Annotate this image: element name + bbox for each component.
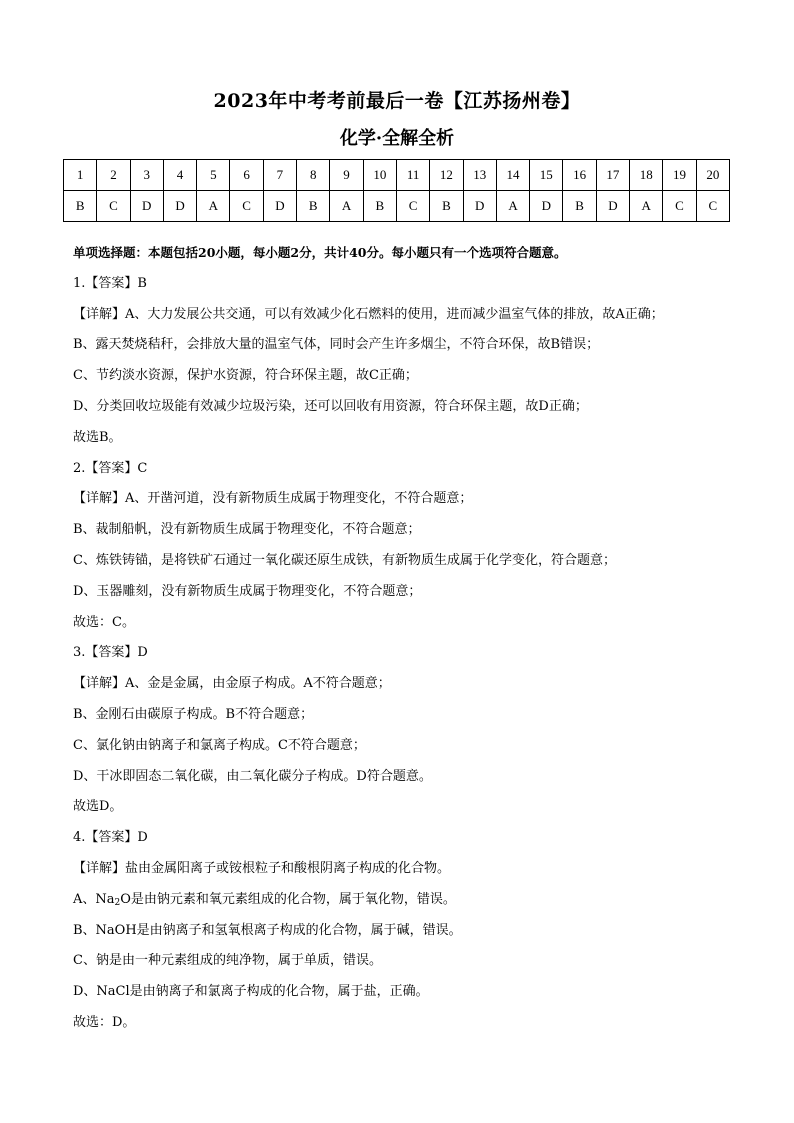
answer-cell: D xyxy=(263,191,296,222)
question-number-cell: 5 xyxy=(197,160,230,191)
q3-conclusion: 故选D。 xyxy=(73,799,123,815)
page-subtitle: 化学·全解全析 xyxy=(339,128,455,149)
answer-cell: C xyxy=(396,191,429,222)
question-number-cell: 12 xyxy=(430,160,463,191)
answer-cell: D xyxy=(596,191,629,222)
q2-option-b: B、裁制船帆，没有新物质生成属于物理变化，不符合题意； xyxy=(73,522,421,538)
question-number-cell: 3 xyxy=(130,160,163,191)
q2-option-d: D、玉器雕刻，没有新物质生成属于物理变化，不符合题意； xyxy=(73,583,422,599)
answer-cell: B xyxy=(64,191,97,222)
q4-option-b: B、NaOH是由钠离子和氢氧根离子构成的化合物，属于碱，错误。 xyxy=(73,922,462,938)
question-number-cell: 14 xyxy=(496,160,529,191)
q4-detail: 【详解】盐由金属阳离子或铵根粒子和酸根阴离子构成的化合物。 xyxy=(73,860,451,876)
question-number-cell: 13 xyxy=(463,160,496,191)
q4-option-c: C、钠是由一种元素组成的纯净物，属于单质，错误。 xyxy=(73,953,382,969)
answer-cell: B xyxy=(297,191,330,222)
q4-option-a-subscript: 2 xyxy=(114,897,121,908)
answer-cell: B xyxy=(363,191,396,222)
page-title: 2023年中考考前最后一卷【江苏扬州卷】 xyxy=(213,90,581,112)
answer-table xyxy=(63,159,730,222)
q1-detail: 【详解】A、大力发展公共交通，可以有效减少化石燃料的使用，进而减少温室气体的排放，故A正确； xyxy=(73,306,664,322)
question-number-cell: 11 xyxy=(396,160,429,191)
section-header: 单项选择题：本题包括20小题，每小题2分，共计40分。每小题只有一个选项符合题意。 xyxy=(73,245,567,260)
question-number-cell: 8 xyxy=(297,160,330,191)
q4-option-a xyxy=(73,885,733,916)
q1-option-b: B、露天焚烧秸秆，会排放大量的温室气体，同时会产生许多烟尘，不符合环保，故B错误； xyxy=(73,337,600,353)
question-number-cell: 9 xyxy=(330,160,363,191)
question-number-cell: 4 xyxy=(163,160,196,191)
q4-option-a-pre: A、Na xyxy=(73,891,115,907)
answer-cell: A xyxy=(197,191,230,222)
answer-cell: A xyxy=(330,191,363,222)
q3-option-c: C、氯化钠由钠离子和氯离子构成。C不符合题意； xyxy=(73,737,366,753)
answer-cell: C xyxy=(97,191,130,222)
question-number-cell: 6 xyxy=(230,160,263,191)
answer-cell: D xyxy=(530,191,563,222)
answer-cell: C xyxy=(696,191,729,222)
q3-detail: 【详解】A、金是金属，由金原子构成。A不符合题意； xyxy=(73,676,391,692)
answer-cell: A xyxy=(496,191,529,222)
question-number-cell: 19 xyxy=(663,160,696,191)
answer-table-numbers-row xyxy=(64,160,730,191)
answer-cell: C xyxy=(663,191,696,222)
answer-cell: B xyxy=(563,191,596,222)
q3-answer: 3.【答案】D xyxy=(73,645,148,661)
q2-detail: 【详解】A、开凿河道，没有新物质生成属于物理变化，不符合题意； xyxy=(73,491,473,507)
answer-cell: D xyxy=(463,191,496,222)
question-number-cell: 16 xyxy=(563,160,596,191)
q3-option-b: B、金刚石由碳原子构成。B不符合题意； xyxy=(73,706,314,722)
question-number-cell: 7 xyxy=(263,160,296,191)
answer-cell: D xyxy=(130,191,163,222)
question-number-cell: 15 xyxy=(530,160,563,191)
question-number-cell: 20 xyxy=(696,160,729,191)
q2-conclusion: 故选：C。 xyxy=(73,614,135,630)
q4-conclusion: 故选：D。 xyxy=(73,1014,136,1030)
answer-cell: A xyxy=(630,191,663,222)
question-number-cell: 1 xyxy=(64,160,97,191)
q4-option-d: D、NaCl是由钠离子和氯离子构成的化合物，属于盐，正确。 xyxy=(73,984,429,1000)
question-number-cell: 10 xyxy=(363,160,396,191)
q4-answer: 4.【答案】D xyxy=(73,830,148,846)
q1-option-c: C、节约淡水资源，保护水资源，符合环保主题，故C正确； xyxy=(73,368,418,384)
q4-option-a-post: O是由钠元素和氧元素组成的化合物，属于氧化物，错误。 xyxy=(120,891,456,907)
question-number-cell: 18 xyxy=(630,160,663,191)
q2-answer: 2.【答案】C xyxy=(73,460,148,476)
q1-conclusion: 故选B。 xyxy=(73,429,122,445)
answer-cell: B xyxy=(430,191,463,222)
q2-option-c: C、炼铁铸锚，是将铁矿石通过一氧化碳还原生成铁，有新物质生成属于化学变化，符合题意； xyxy=(73,552,616,568)
answer-table-answers-row xyxy=(64,191,730,222)
answer-cell: D xyxy=(163,191,196,222)
answer-cell: C xyxy=(230,191,263,222)
q3-option-d: D、干冰即固态二氧化碳，由二氧化碳分子构成。D符合题意。 xyxy=(73,768,432,784)
analysis-content xyxy=(73,238,733,1039)
question-number-cell: 17 xyxy=(596,160,629,191)
q1-option-d: D、分类回收垃圾能有效减少垃圾污染，还可以回收有用资源，符合环保主题，故D正确； xyxy=(73,398,588,414)
q1-answer: 1.【答案】B xyxy=(73,275,147,291)
question-number-cell: 2 xyxy=(97,160,130,191)
